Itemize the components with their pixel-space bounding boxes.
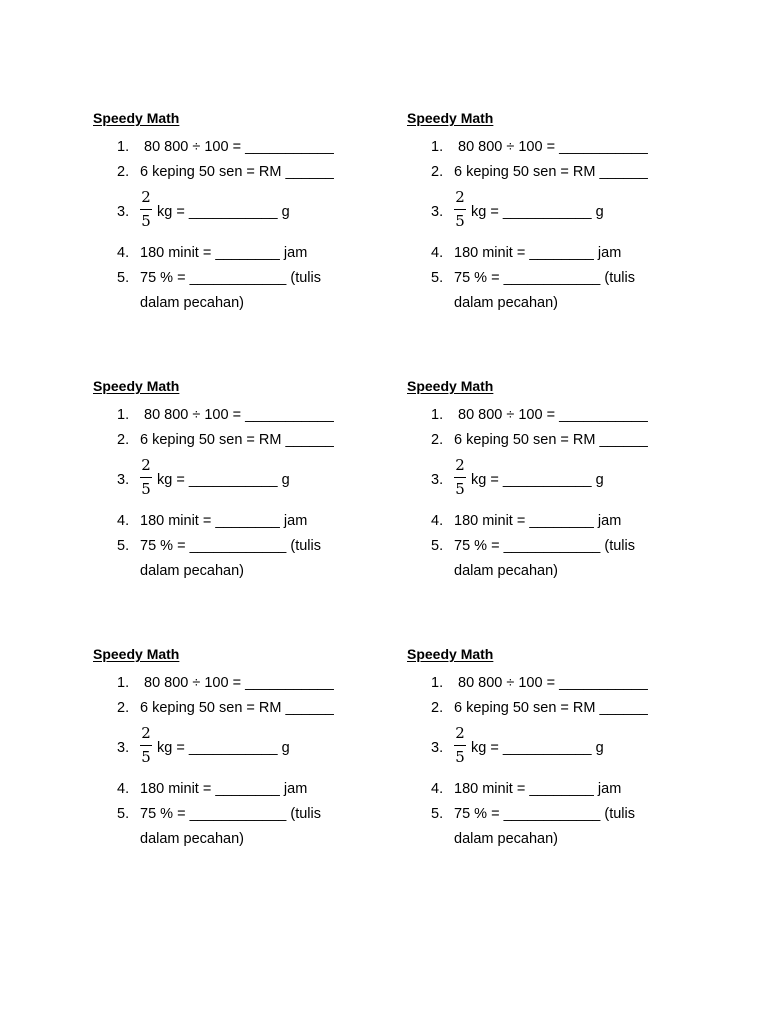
question-text: 75 % = ____________ (tulis xyxy=(454,538,635,554)
question-text: kg = ___________ g xyxy=(471,204,604,220)
fraction-bar xyxy=(454,745,466,746)
question-5-continuation: dalam pecahan) xyxy=(140,295,244,311)
question-text: 180 minit = ________ jam xyxy=(140,245,308,261)
question-number: 2. xyxy=(431,432,444,448)
question-text: kg = ___________ g xyxy=(157,740,290,756)
question-5-continuation: dalam pecahan) xyxy=(454,831,558,847)
speedy-math-card xyxy=(407,378,707,618)
card-title: Speedy Math xyxy=(93,646,180,662)
question-text: 75 % = ____________ (tulis xyxy=(140,538,321,554)
question-text: 6 keping 50 sen = RM ______ xyxy=(454,432,648,448)
question-text: 80 800 ÷ 100 = ___________ xyxy=(458,139,648,155)
question-text: 80 800 ÷ 100 = ___________ xyxy=(144,139,334,155)
question-number: 3. xyxy=(117,204,130,220)
fraction xyxy=(454,724,466,768)
fraction-bar xyxy=(140,745,152,746)
fraction-numerator: 2 xyxy=(141,456,151,474)
question-number: 5. xyxy=(117,806,130,822)
question-number: 1. xyxy=(117,675,130,691)
question-5-continuation: dalam pecahan) xyxy=(140,831,244,847)
fraction-numerator: 2 xyxy=(455,456,465,474)
question-number: 4. xyxy=(431,781,444,797)
question-text: 6 keping 50 sen = RM ______ xyxy=(454,164,648,180)
question-text: 180 minit = ________ jam xyxy=(454,245,622,261)
question-text: 180 minit = ________ jam xyxy=(454,513,622,529)
question-number: 4. xyxy=(117,781,130,797)
question-text: kg = ___________ g xyxy=(471,740,604,756)
question-number: 1. xyxy=(431,407,444,423)
question-text: 6 keping 50 sen = RM ______ xyxy=(140,700,334,716)
fraction xyxy=(454,456,466,500)
fraction-bar xyxy=(454,477,466,478)
question-number: 1. xyxy=(117,139,130,155)
question-text: 6 keping 50 sen = RM ______ xyxy=(140,432,334,448)
question-text: 75 % = ____________ (tulis xyxy=(140,270,321,286)
question-number: 3. xyxy=(431,740,444,756)
question-number: 5. xyxy=(117,538,130,554)
question-5-continuation: dalam pecahan) xyxy=(454,563,558,579)
question-text: kg = ___________ g xyxy=(471,472,604,488)
question-text: 80 800 ÷ 100 = ___________ xyxy=(458,407,648,423)
question-text: 80 800 ÷ 100 = ___________ xyxy=(144,675,334,691)
fraction-denominator: 5 xyxy=(141,748,151,766)
question-number: 3. xyxy=(117,472,130,488)
question-number: 5. xyxy=(117,270,130,286)
speedy-math-card xyxy=(407,646,707,886)
question-number: 5. xyxy=(431,806,444,822)
fraction xyxy=(454,188,466,232)
fraction-denominator: 5 xyxy=(455,212,465,230)
question-number: 2. xyxy=(117,432,130,448)
question-number: 1. xyxy=(117,407,130,423)
question-number: 2. xyxy=(117,700,130,716)
question-text: 75 % = ____________ (tulis xyxy=(454,806,635,822)
question-text: 180 minit = ________ jam xyxy=(140,781,308,797)
question-number: 3. xyxy=(431,472,444,488)
fraction-denominator: 5 xyxy=(141,480,151,498)
question-5-continuation: dalam pecahan) xyxy=(140,563,244,579)
card-title: Speedy Math xyxy=(407,646,494,662)
speedy-math-card xyxy=(93,646,393,886)
question-number: 5. xyxy=(431,270,444,286)
fraction-bar xyxy=(140,477,152,478)
question-text: 80 800 ÷ 100 = ___________ xyxy=(458,675,648,691)
fraction-denominator: 5 xyxy=(141,212,151,230)
speedy-math-card xyxy=(93,110,393,350)
question-number: 3. xyxy=(431,204,444,220)
fraction-numerator: 2 xyxy=(455,724,465,742)
question-number: 1. xyxy=(431,139,444,155)
fraction xyxy=(140,456,152,500)
question-number: 2. xyxy=(117,164,130,180)
fraction-denominator: 5 xyxy=(455,480,465,498)
question-number: 4. xyxy=(431,513,444,529)
question-text: kg = ___________ g xyxy=(157,472,290,488)
question-text: 6 keping 50 sen = RM ______ xyxy=(140,164,334,180)
question-number: 4. xyxy=(431,245,444,261)
fraction-bar xyxy=(140,209,152,210)
question-number: 4. xyxy=(117,245,130,261)
question-number: 2. xyxy=(431,164,444,180)
fraction xyxy=(140,188,152,232)
question-text: 75 % = ____________ (tulis xyxy=(454,270,635,286)
question-number: 1. xyxy=(431,675,444,691)
question-number: 3. xyxy=(117,740,130,756)
speedy-math-card xyxy=(407,110,707,350)
question-text: 75 % = ____________ (tulis xyxy=(140,806,321,822)
question-text: 180 minit = ________ jam xyxy=(454,781,622,797)
fraction xyxy=(140,724,152,768)
question-text: kg = ___________ g xyxy=(157,204,290,220)
fraction-numerator: 2 xyxy=(455,188,465,206)
fraction-bar xyxy=(454,209,466,210)
question-number: 5. xyxy=(431,538,444,554)
fraction-denominator: 5 xyxy=(455,748,465,766)
speedy-math-card xyxy=(93,378,393,618)
card-title: Speedy Math xyxy=(407,378,494,394)
question-text: 6 keping 50 sen = RM ______ xyxy=(454,700,648,716)
card-title: Speedy Math xyxy=(93,110,180,126)
question-number: 2. xyxy=(431,700,444,716)
card-title: Speedy Math xyxy=(407,110,494,126)
card-title: Speedy Math xyxy=(93,378,180,394)
question-number: 4. xyxy=(117,513,130,529)
question-text: 80 800 ÷ 100 = ___________ xyxy=(144,407,334,423)
fraction-numerator: 2 xyxy=(141,724,151,742)
question-text: 180 minit = ________ jam xyxy=(140,513,308,529)
question-5-continuation: dalam pecahan) xyxy=(454,295,558,311)
fraction-numerator: 2 xyxy=(141,188,151,206)
